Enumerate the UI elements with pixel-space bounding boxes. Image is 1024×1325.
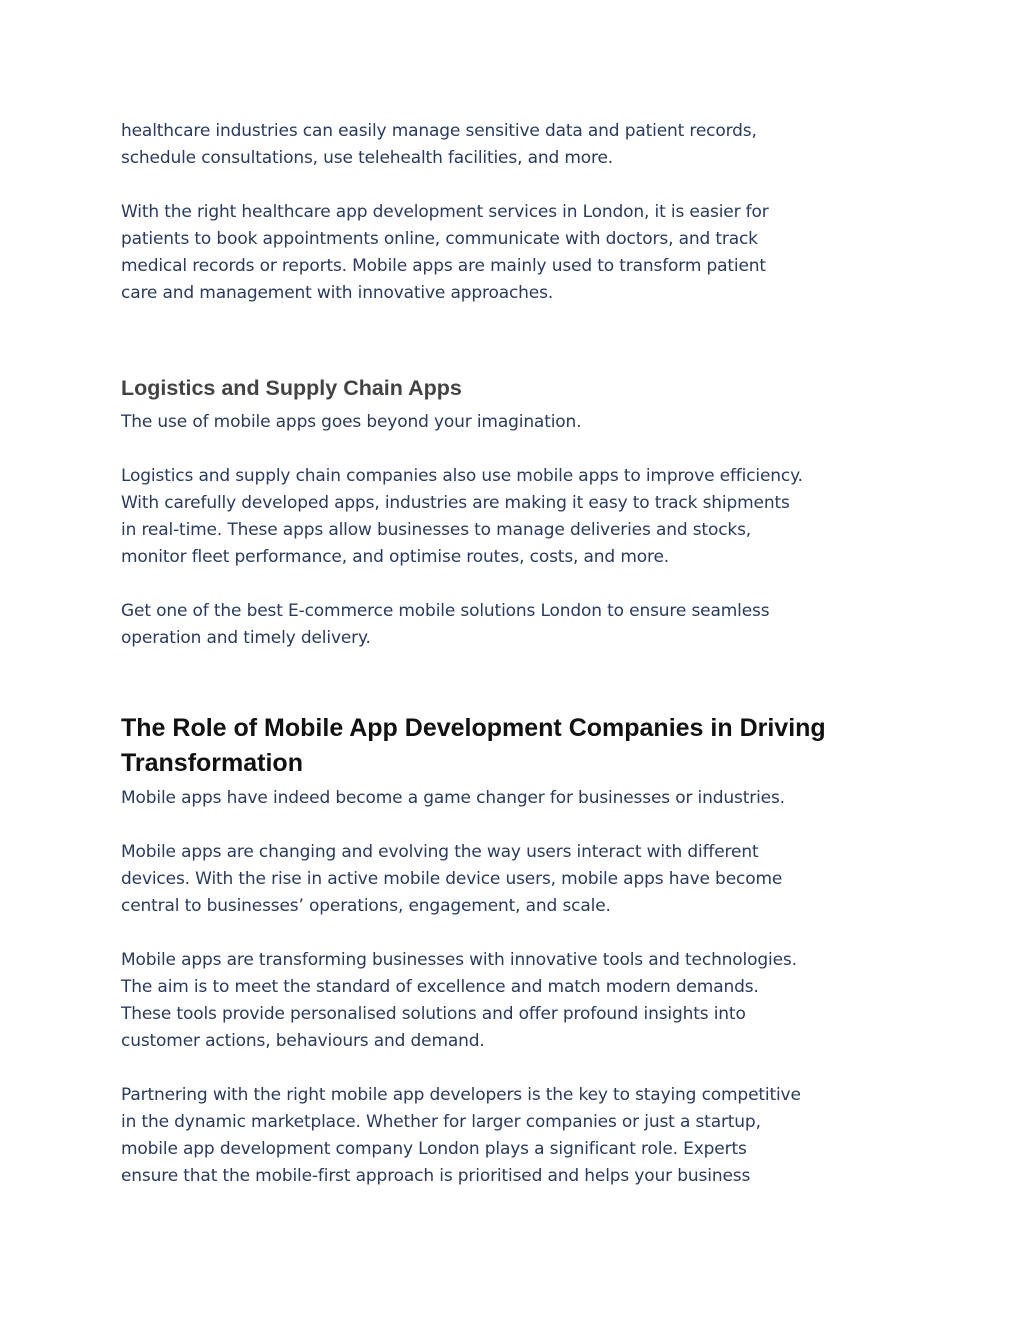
text-line: monitor fleet performance, and optimise routes, costs, and more. <box>121 547 670 567</box>
role-paragraph-4 <box>121 1082 911 1190</box>
text-line: Get one of the best E-commerce mobile solutions London to ensure seamless <box>121 601 770 621</box>
text-line: Mobile apps are changing and evolving the way users interact with different <box>121 842 759 862</box>
heading-line: Transformation <box>121 749 303 777</box>
role-paragraph-2 <box>121 839 911 920</box>
text-line: With carefully developed apps, industries are making it easy to track shipments <box>121 493 790 513</box>
role-heading <box>121 711 911 781</box>
logistics-heading: Logistics and Supply Chain Apps <box>121 376 462 400</box>
logistics-paragraph-3 <box>121 598 911 652</box>
intro-paragraph-2 <box>121 199 911 307</box>
role-paragraph-3 <box>121 947 911 1055</box>
text-line: The aim is to meet the standard of excellence and match modern demands. <box>121 977 759 997</box>
role-paragraph-1 <box>121 785 911 812</box>
text-line: operation and timely delivery. <box>121 628 371 648</box>
text-line: ensure that the mobile-first approach is prioritised and helps your business <box>121 1166 751 1186</box>
text-line: Mobile apps have indeed become a game changer for businesses or industries. <box>121 788 785 808</box>
text-line: schedule consultations, use telehealth facilities, and more. <box>121 148 614 168</box>
text-line: Logistics and supply chain companies also use mobile apps to improve efficiency. <box>121 466 803 486</box>
text-line: medical records or reports. Mobile apps are mainly used to transform patient <box>121 256 766 276</box>
text-line: central to businesses’ operations, engagement, and scale. <box>121 896 611 916</box>
text-line: in real-time. These apps allow businesses to manage deliveries and stocks, <box>121 520 752 540</box>
text-line: With the right healthcare app development services in London, it is easier for <box>121 202 769 222</box>
text-line: mobile app development company London plays a significant role. Experts <box>121 1139 747 1159</box>
text-line: Partnering with the right mobile app developers is the key to staying competitive <box>121 1085 801 1105</box>
text-line: devices. With the rise in active mobile device users, mobile apps have become <box>121 869 783 889</box>
text-line: The use of mobile apps goes beyond your imagination. <box>121 412 582 432</box>
text-line: customer actions, behaviours and demand. <box>121 1031 485 1051</box>
intro-paragraph-1 <box>121 118 911 172</box>
text-line: Mobile apps are transforming businesses with innovative tools and technologies. <box>121 950 797 970</box>
logistics-paragraph-2 <box>121 463 911 571</box>
heading-line: The Role of Mobile App Development Companies in Driving <box>121 714 826 742</box>
logistics-paragraph-1 <box>121 409 911 436</box>
text-line: in the dynamic marketplace. Whether for larger companies or just a startup, <box>121 1112 761 1132</box>
text-line: These tools provide personalised solutions and offer profound insights into <box>121 1004 746 1024</box>
text-line: patients to book appointments online, communicate with doctors, and track <box>121 229 758 249</box>
text-line: care and management with innovative approaches. <box>121 283 554 303</box>
text-line: healthcare industries can easily manage sensitive data and patient records, <box>121 121 757 141</box>
document-page <box>121 118 911 1190</box>
